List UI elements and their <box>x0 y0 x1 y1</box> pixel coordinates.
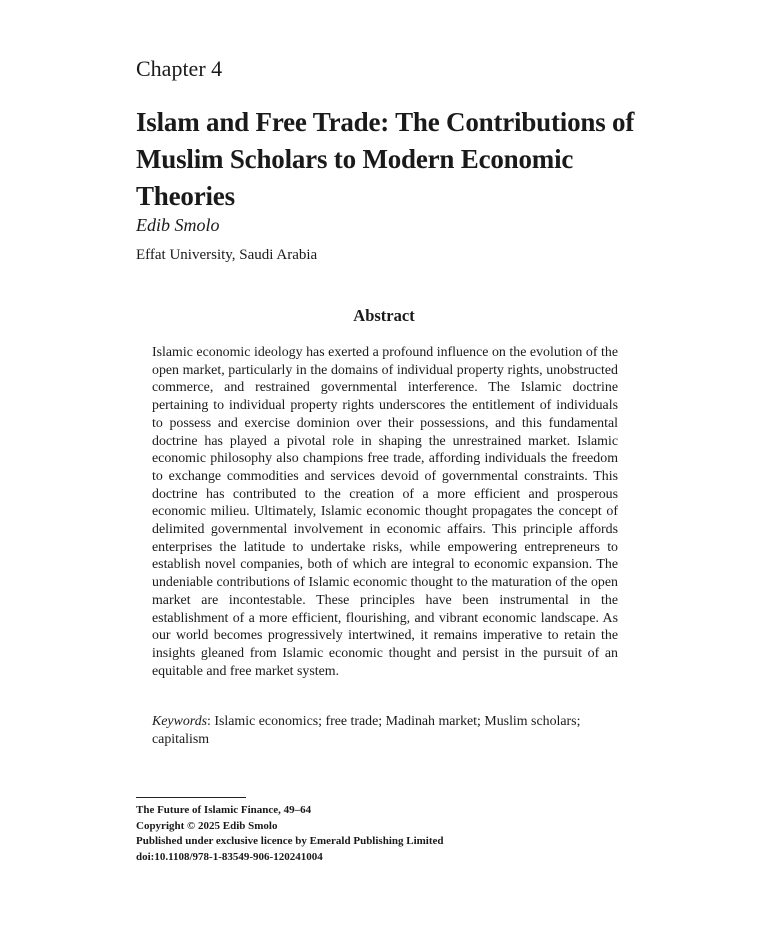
author-name: Edib Smolo <box>136 215 220 235</box>
abstract-heading: Abstract <box>353 306 415 325</box>
publication-footer <box>136 803 444 866</box>
footer-doi: doi:10.1108/978-1-83549-906-120241004 <box>136 851 323 864</box>
chapter-label: Chapter 4 <box>136 56 223 81</box>
keywords-text: : Islamic economics; free trade; Madinah market; Muslim scholars; capitalism <box>152 714 581 747</box>
keywords <box>152 713 618 748</box>
footer-copyright: Copyright © 2025 Edib Smolo <box>136 819 278 832</box>
abstract-body: Islamic economic ideology has exerted a profound influence on the evolution of the open market, particularly in the domains of individual property rights, unobstructed commerce, and restrained governmental interference. The Islamic doctrine pertaining to individual property rights underscores the entitlement of individuals to possess and exercise dominion over their possessions, and this fundamental doctrine has played a pivotal role in shaping the unrestrained market. Islamic economic philosophy also champions free trade, affording individuals the freedom to exchange commodities and services devoid of governmental constraints. This doctrine has contributed to the creation of a more efficient and prosperous economic milieu. Ultimately, Islamic economic thought propagates the concept of delimited governmental involvement in economic affairs. This principle affords enterprises the latitude to undertake risks, while empowering entrepreneurs to establish novel companies, both of which are integral to economic expansion. The undeniable contributions of Islamic economic thought to the maturation of the open market are incontestable. These principles have been instrumental in the establishment of a more efficient, flourishing, and vibrant economic landscape. As our world becomes progressively intertwined, it remains imperative to retain the insights gleaned from Islamic economic thought and persist in the pursuit of an equitable and free market system. <box>152 345 618 679</box>
chapter-title: Islam and Free Trade: The Contributions of Muslim Scholars to Modern Economic Theories <box>136 107 635 211</box>
author-affiliation: Effat University, Saudi Arabia <box>136 247 318 263</box>
footnote-divider <box>136 797 246 798</box>
footer-licence: Published under exclusive licence by Emerald Publishing Limited <box>136 835 444 848</box>
keywords-label: Keywords <box>152 714 208 729</box>
footer-book-info: The Future of Islamic Finance, 49–64 <box>136 804 312 816</box>
